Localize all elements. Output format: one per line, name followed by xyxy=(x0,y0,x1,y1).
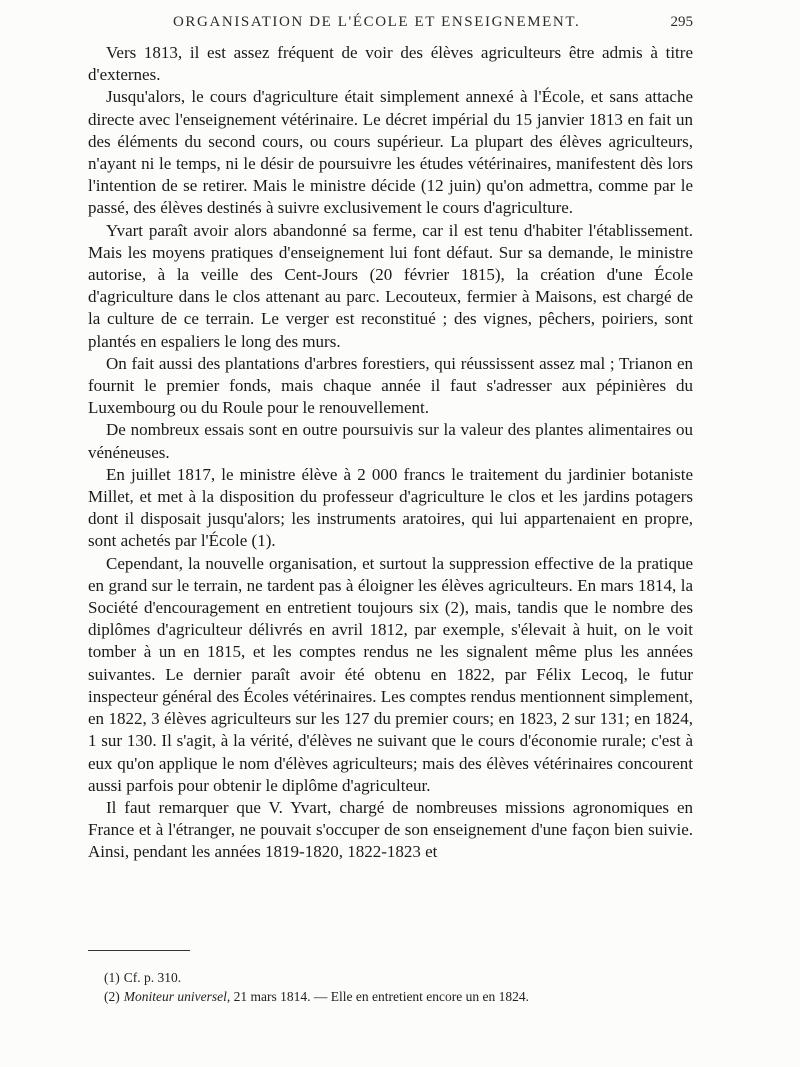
running-header xyxy=(88,12,693,38)
paragraph: On fait aussi des plantations d'arbres forestiers, qui réussissent assez mal ; Trianon en fournit le premier fonds, mais chaque année il faut s'adresser aux pépinières du Luxembourg ou du Roule pour le renouvellement. xyxy=(88,353,693,418)
running-title: ORGANISATION DE L'ÉCOLE ET ENSEIGNEMENT. xyxy=(173,14,581,30)
paragraph: Jusqu'alors, le cours d'agriculture était simplement annexé à l'École, et sans attache directe avec l'enseignement vétérinaire. Le décret impérial du 15 janvier 1813 en fait un des éléments du second cours, ou cours supérieur. La plupart des élèves agriculteurs, n'ayant ni le temps, ni le désir de poursuivre les études vétérinaires, manifestent dès lors l'intention de se retirer. Mais le ministre décide (12 juin) qu'on admettra, comme par le passé, des élèves destinés à suivre exclusivement le cours d'agriculture. xyxy=(88,87,693,218)
footnote-marker: (1) xyxy=(104,970,120,985)
paragraph: Il faut remarquer que V. Yvart, chargé de nombreuses missions agronomiques en France et à l'étranger, ne pouvait s'occuper de son enseignement d'une façon bien suivie. Ainsi, pendant les années 1819-1820, 1822-1823 et xyxy=(88,797,693,862)
footnote-text: Cf. p. 310. xyxy=(123,970,182,985)
page-number: 295 xyxy=(670,14,693,30)
paragraph: En juillet 1817, le ministre élève à 2 000 francs le traitement du jardinier botaniste Millet, et met à la disposition du professeur d'agriculture le clos et les jardins potagers dont il disposait jusqu'alors; les instruments aratoires, qui lui appartenaient en propre, sont achetés par l'École (1). xyxy=(88,464,693,551)
footnote-marker: (2) xyxy=(104,989,120,1004)
footnote-source: Moniteur universel, xyxy=(123,989,231,1004)
footnote-2 xyxy=(104,987,694,1006)
body-text xyxy=(88,42,693,864)
paragraph: Cependant, la nouvelle organisation, et surtout la suppression effective de la pratique en grand sur le terrain, ne tardent pas à éloigner les élèves agriculteurs. En mars 1814, la Société d'encouragement en entretient toujours six (2), mais, tandis que le nombre des diplômes d'agriculteur délivrés en avril 1812, par exemple, s'élevait à huit, on le voit tomber à un en 1815, et les comptes rendus ne les signalent même plus les années suivantes. Le dernier paraît avoir été obtenu en 1822, par Félix Lecoq, le futur inspecteur général des Écoles vétérinaires. Les comptes rendus mentionnent simplement, en 1822, 3 élèves agriculteurs sur les 127 du premier cours; en 1823, 2 sur 131; en 1824, 1 sur 130. Il s'agit, à la vérité, d'élèves ne suivant que le cours d'économie rurale; c'est à eux qu'on applique le nom d'élèves agriculteurs; mais des élèves vétérinaires concourent aussi parfois pour obtenir le diplôme d'agriculteur. xyxy=(88,553,693,795)
paragraph: De nombreux essais sont en outre poursuivis sur la valeur des plantes alimentaires ou vénéneuses. xyxy=(88,420,693,462)
paragraph: Vers 1813, il est assez fréquent de voir des élèves agriculteurs être admis à titre d'externes. xyxy=(88,43,693,85)
paragraph: Yvart paraît avoir alors abandonné sa ferme, car il est tenu d'habiter l'établissement. Mais les moyens pratiques d'enseignement lui font défaut. Sur sa demande, le ministre autorise, à la veille des Cent-Jours (20 février 1815), la création d'une École d'agriculture dans le clos attenant au parc. Lecouteux, fermier à Maisons, est chargé de la culture de ce terrain. Le verger est reconstitué ; des vignes, pêchers, poiriers, sont plantés en espaliers le long des murs. xyxy=(88,220,693,351)
footnote-divider xyxy=(88,950,190,951)
footnotes xyxy=(104,968,694,1006)
footnote-1 xyxy=(104,968,694,987)
footnote-text: 21 mars 1814. — Elle en entretient encore un en 1824. xyxy=(230,989,530,1004)
